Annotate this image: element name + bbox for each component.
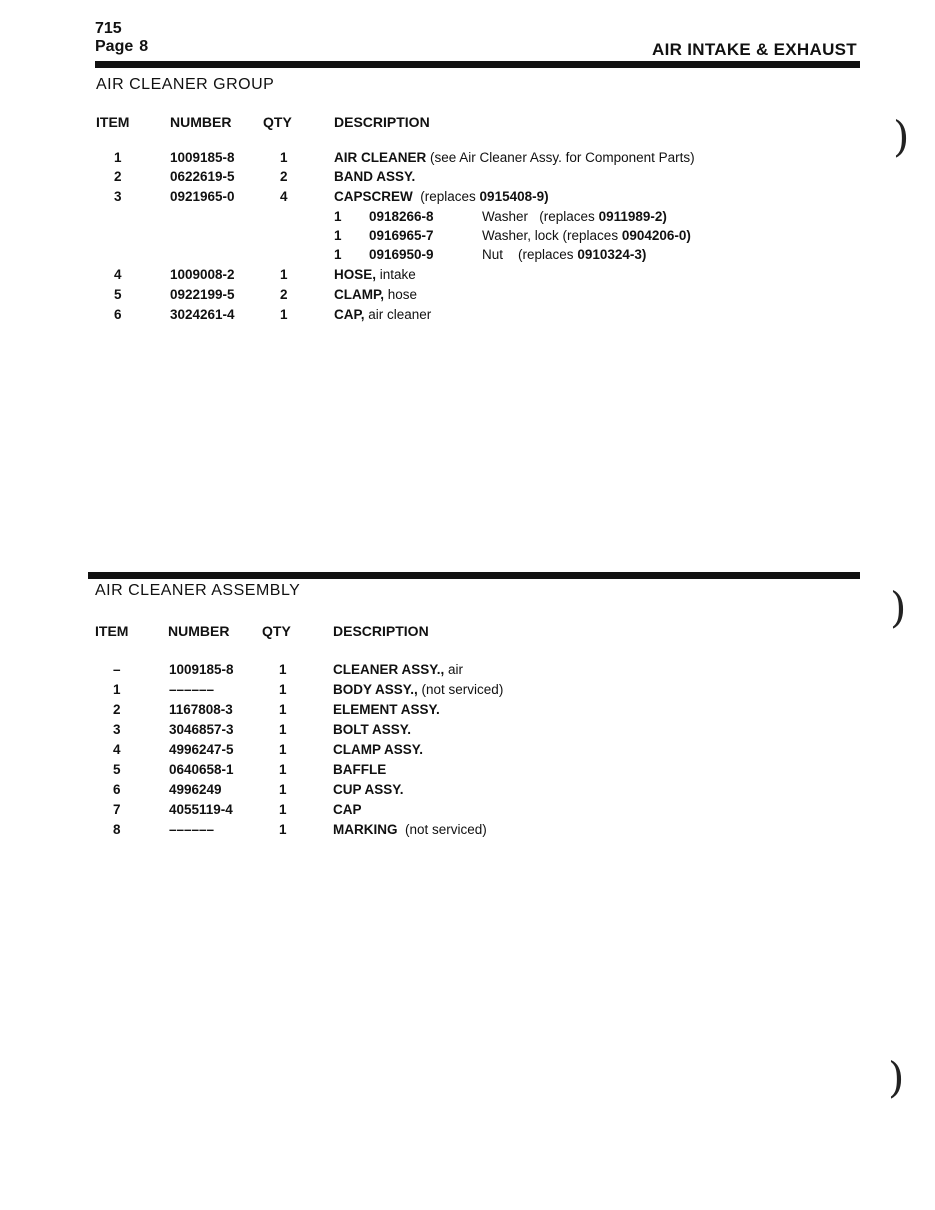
qty-cell: 1 — [279, 762, 287, 777]
description-cell: CLAMP, hose — [334, 287, 418, 302]
qty-cell: 1 — [279, 802, 287, 817]
page-label: Page — [95, 38, 134, 55]
qty-cell: 2 — [280, 287, 288, 302]
description-cell: CAPSCREW (replaces 0915408-9) — [334, 189, 549, 204]
col-number: NUMBER — [168, 623, 230, 639]
item-cell: 6 — [114, 307, 122, 322]
number-cell: 0640658-1 — [169, 762, 234, 777]
sub-qty: 1 — [334, 228, 342, 243]
qty-cell: 1 — [279, 702, 287, 717]
qty-cell: 1 — [280, 307, 288, 322]
col-item: ITEM — [96, 114, 130, 130]
number-cell: 4996247-5 — [169, 742, 234, 757]
item-cell: 3 — [114, 189, 122, 204]
number-cell: –––––– — [169, 822, 215, 837]
model-number: 715 — [95, 20, 122, 37]
sub-row — [0, 247, 935, 267]
item-cell: 2 — [113, 702, 121, 717]
sub-qty: 1 — [334, 247, 342, 262]
description-cell: BOLT ASSY. — [333, 722, 412, 737]
sub-number: 0916965-7 — [369, 228, 434, 243]
description-cell: CUP ASSY. — [333, 782, 404, 797]
item-cell: – — [113, 662, 121, 677]
table-row — [0, 287, 935, 307]
number-cell: 3024261-4 — [170, 307, 235, 322]
qty-cell: 1 — [279, 662, 287, 677]
col-qty: QTY — [263, 114, 292, 130]
item-cell: 4 — [114, 267, 122, 282]
table-row — [0, 662, 935, 682]
qty-cell: 1 — [280, 267, 288, 282]
sub-description: Nut (replaces 0910324-3) — [482, 247, 647, 262]
table-row — [0, 702, 935, 722]
number-cell: 0622619-5 — [170, 169, 235, 184]
qty-cell: 1 — [279, 682, 287, 697]
col-description: DESCRIPTION — [334, 114, 430, 130]
qty-cell: 1 — [279, 822, 287, 837]
table-row — [0, 822, 935, 842]
number-cell: 3046857-3 — [169, 722, 234, 737]
number-cell: 1167808-3 — [169, 702, 233, 717]
description-cell: CAP, air cleaner — [334, 307, 432, 322]
binder-hole-mark: ) — [890, 583, 907, 632]
number-cell: 4055119-4 — [169, 802, 233, 817]
page-number: 8 — [139, 38, 149, 55]
number-cell: 1009185-8 — [170, 150, 235, 165]
page-indicator — [95, 38, 148, 56]
qty-cell: 1 — [279, 722, 287, 737]
number-cell: 4996249 — [169, 782, 222, 797]
col-qty: QTY — [262, 623, 291, 639]
number-cell: –––––– — [169, 682, 215, 697]
table-row — [0, 307, 935, 327]
description-cell: BODY ASSY., (not serviced) — [333, 682, 504, 697]
sub-row — [0, 209, 935, 229]
sub-row — [0, 228, 935, 248]
item-cell: 5 — [114, 287, 122, 302]
item-cell: 3 — [113, 722, 121, 737]
table-row — [0, 169, 935, 189]
table-row — [0, 150, 935, 170]
header-rule — [95, 61, 860, 68]
section-title: AIR INTAKE & EXHAUST — [652, 40, 857, 59]
table-row — [0, 267, 935, 287]
item-cell: 5 — [113, 762, 121, 777]
number-cell: 1009008-2 — [170, 267, 235, 282]
description-cell: CLAMP ASSY. — [333, 742, 424, 757]
number-cell: 1009185-8 — [169, 662, 234, 677]
description-cell: BAFFLE — [333, 762, 387, 777]
sub-number: 0916950-9 — [369, 247, 434, 262]
assembly-title: AIR CLEANER ASSEMBLY — [95, 582, 301, 599]
col-item: ITEM — [95, 623, 129, 639]
description-cell: ELEMENT ASSY. — [333, 702, 440, 717]
table-row — [0, 762, 935, 782]
number-cell: 0922199-5 — [170, 287, 235, 302]
binder-hole-mark: ) — [888, 1053, 905, 1102]
binder-hole-mark: ) — [893, 112, 910, 161]
col-number: NUMBER — [170, 114, 232, 130]
description-cell: CAP — [333, 802, 362, 817]
sub-qty: 1 — [334, 209, 342, 224]
sub-description: Washer (replaces 0911989-2) — [482, 209, 667, 224]
number-cell: 0921965-0 — [170, 189, 235, 204]
table-row — [0, 782, 935, 802]
description-cell: HOSE, intake — [334, 267, 416, 282]
item-cell: 1 — [113, 682, 121, 697]
qty-cell: 1 — [279, 742, 287, 757]
qty-cell: 1 — [280, 150, 288, 165]
table-row — [0, 189, 935, 209]
table-row — [0, 682, 935, 702]
section-rule — [88, 572, 860, 579]
description-cell: AIR CLEANER (see Air Cleaner Assy. for Component Parts) — [334, 150, 695, 165]
qty-cell: 2 — [280, 169, 288, 184]
item-cell: 4 — [113, 742, 121, 757]
description-cell: BAND ASSY. — [334, 169, 416, 184]
description-cell: CLEANER ASSY., air — [333, 662, 464, 677]
item-cell: 8 — [113, 822, 121, 837]
item-cell: 7 — [113, 802, 121, 817]
item-cell: 2 — [114, 169, 122, 184]
item-cell: 6 — [113, 782, 121, 797]
description-cell: MARKING (not serviced) — [333, 822, 487, 837]
table-row — [0, 742, 935, 762]
sub-description: Washer, lock (replaces 0904206-0) — [482, 228, 691, 243]
col-description: DESCRIPTION — [333, 623, 429, 639]
qty-cell: 4 — [280, 189, 288, 204]
item-cell: 1 — [114, 150, 122, 165]
qty-cell: 1 — [279, 782, 287, 797]
table-row — [0, 802, 935, 822]
table-row — [0, 722, 935, 742]
group-title: AIR CLEANER GROUP — [96, 76, 275, 93]
sub-number: 0918266-8 — [369, 209, 434, 224]
